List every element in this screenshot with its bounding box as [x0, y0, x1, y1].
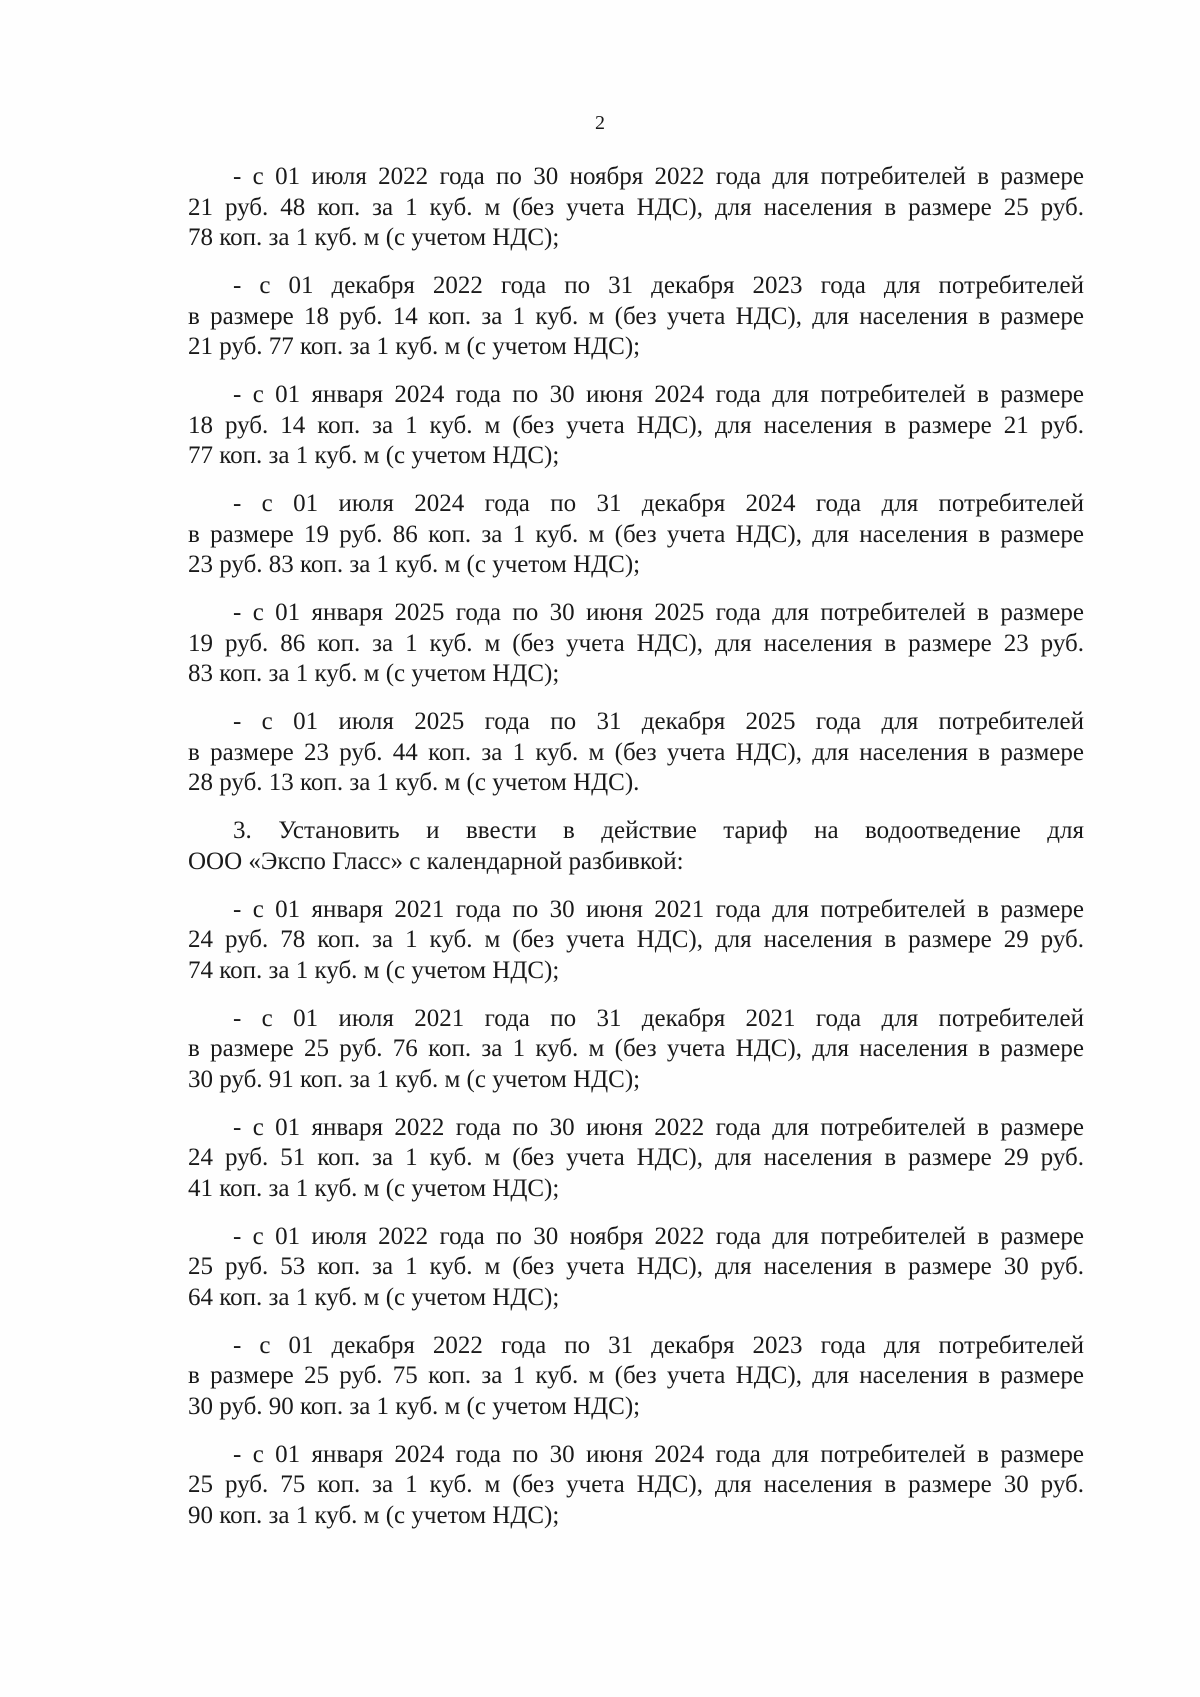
text-line: 77 коп. за 1 куб. м (с учетом НДС); [188, 442, 560, 469]
tariff-paragraph [188, 271, 1084, 363]
tariff-paragraph [188, 598, 1084, 690]
text-line: 24 руб. 51 коп. за 1 куб. м (без учета НДС), для населения в размере 29 руб. [188, 1144, 1084, 1171]
text-line: - с 01 июля 2024 года по 31 декабря 2024 года для потребителей [233, 490, 1084, 517]
text-line: 30 руб. 90 коп. за 1 куб. м (с учетом НДС); [188, 1392, 641, 1420]
text-line: 83 коп. за 1 куб. м (с учетом НДС); [188, 660, 560, 687]
text-line: 21 руб. 48 коп. за 1 куб. м (без учета НДС), для населения в размере 25 руб. [188, 193, 1084, 221]
text-line: - с 01 июля 2025 года по 31 декабря 2025 года для потребителей [233, 708, 1084, 735]
tariff-paragraph [188, 1004, 1084, 1096]
text-line: 25 руб. 53 коп. за 1 куб. м (без учета НДС), для населения в размере 30 руб. [188, 1253, 1084, 1280]
text-line: - с 01 июля 2022 года по 30 ноября 2022 года для потребителей в размере [233, 1222, 1084, 1250]
tariff-paragraph [188, 707, 1084, 799]
text-line: - с 01 января 2025 года по 30 июня 2025 года для потребителей в размере [233, 599, 1084, 626]
text-line: - с 01 января 2022 года по 30 июня 2022 года для потребителей в размере [233, 1113, 1084, 1141]
document-body [188, 162, 1084, 1549]
tariff-paragraph [188, 1440, 1084, 1532]
text-line: - с 01 июля 2022 года по 30 ноября 2022 года для потребителей в размере [233, 163, 1084, 190]
text-line: 64 коп. за 1 куб. м (с учетом НДС); [188, 1283, 560, 1311]
tariff-paragraph [188, 1331, 1084, 1423]
text-line: - с 01 декабря 2022 года по 31 декабря 2023 года для потребителей [233, 1331, 1084, 1359]
tariff-paragraph [188, 162, 1084, 254]
text-line: в размере 23 руб. 44 коп. за 1 куб. м (без учета НДС), для населения в размере [188, 738, 1084, 766]
text-line: - с 01 января 2021 года по 30 июня 2021 года для потребителей в размере [233, 895, 1084, 923]
text-line: - с 01 января 2024 года по 30 июня 2024 года для потребителей в размере [233, 381, 1084, 408]
text-line: - с 01 июля 2021 года по 31 декабря 2021 года для потребителей [233, 1004, 1084, 1032]
text-line: 78 коп. за 1 куб. м (с учетом НДС); [188, 224, 560, 251]
tariff-paragraph [188, 380, 1084, 472]
tariff-paragraph [188, 895, 1084, 987]
text-line: 25 руб. 75 коп. за 1 куб. м (без учета НДС), для населения в размере 30 руб. [188, 1471, 1084, 1498]
text-line: 24 руб. 78 коп. за 1 куб. м (без учета НДС), для населения в размере 29 руб. [188, 926, 1084, 953]
text-line: - с 01 декабря 2022 года по 31 декабря 2023 года для потребителей [233, 272, 1084, 299]
text-line: 23 руб. 83 коп. за 1 куб. м (с учетом НДС); [188, 551, 641, 578]
tariff-paragraph [188, 1222, 1084, 1314]
tariff-paragraph [188, 1113, 1084, 1205]
text-line: в размере 25 руб. 76 коп. за 1 куб. м (без учета НДС), для населения в размере [188, 1035, 1084, 1062]
text-line: в размере 25 руб. 75 коп. за 1 куб. м (без учета НДС), для населения в размере [188, 1362, 1084, 1389]
tariff-paragraph [188, 489, 1084, 581]
text-line: 19 руб. 86 коп. за 1 куб. м (без учета НДС), для населения в размере 23 руб. [188, 629, 1084, 657]
text-line: 21 руб. 77 коп. за 1 куб. м (с учетом НДС); [188, 333, 641, 360]
text-line: 41 коп. за 1 куб. м (с учетом НДС); [188, 1174, 560, 1202]
text-line: 28 руб. 13 коп. за 1 куб. м (с учетом НДС). [188, 769, 640, 796]
text-line: 30 руб. 91 коп. за 1 куб. м (с учетом НДС); [188, 1065, 641, 1093]
text-line: ООО «Экспо Гласс» с календарной разбивкой: [188, 847, 684, 875]
text-line: 3. Установить и ввести в действие тариф на водоотведение для [233, 817, 1084, 844]
text-line: 74 коп. за 1 куб. м (с учетом НДС); [188, 956, 560, 984]
page-number: 2 [595, 112, 605, 134]
text-line: 90 коп. за 1 куб. м (с учетом НДС); [188, 1501, 560, 1529]
text-line: в размере 19 руб. 86 коп. за 1 куб. м (без учета НДС), для населения в размере [188, 520, 1084, 548]
text-line: в размере 18 руб. 14 коп. за 1 куб. м (без учета НДС), для населения в размере [188, 302, 1084, 330]
text-line: - с 01 января 2024 года по 30 июня 2024 года для потребителей в размере [233, 1440, 1084, 1468]
tariff-paragraph [188, 816, 1084, 877]
text-line: 18 руб. 14 коп. за 1 куб. м (без учета НДС), для населения в размере 21 руб. [188, 411, 1084, 439]
